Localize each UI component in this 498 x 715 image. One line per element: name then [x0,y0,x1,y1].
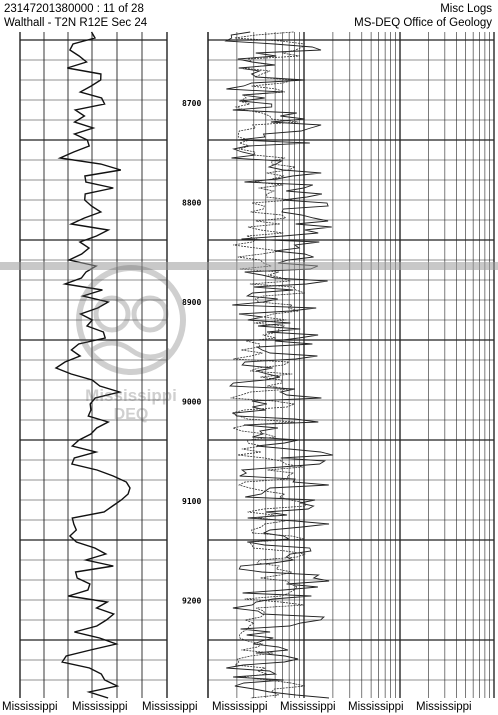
mississippi-deq-watermark [72,258,190,428]
document-category: Misc Logs [440,3,492,15]
footer-text: Mississippi [416,701,472,713]
footer-text: Mississippi [348,701,404,713]
header-right [354,2,492,30]
watermark-line-2: DEQ [113,406,149,423]
agency-name: MS-DEQ Office of Geology [354,17,492,29]
depth-label: 9100 [182,497,202,506]
resistivity-curve-a [226,32,333,698]
well-location: Walthall - T2N R12E Sec 24 [4,17,148,29]
header-left [4,2,147,30]
footer-text: Mississippi [142,701,198,713]
depth-label: 9000 [182,397,202,407]
footer-text: Mississippi [280,701,336,713]
footer-text: Mississippi [72,701,128,713]
footer-text: Mississippi [212,701,268,713]
depth-label: 8700 [182,99,202,108]
deq-logo-icon [72,258,190,386]
depth-label: 9200 [182,596,202,606]
footer-watermark-strip [0,699,498,715]
depth-label: 8800 [182,198,202,208]
footer-text: Mississippi [2,701,58,713]
depth-label: 8900 [182,298,202,307]
watermark-line-1: Mississippi [85,386,177,405]
document-id: 23147201380000 : 11 of 28 [4,3,144,15]
